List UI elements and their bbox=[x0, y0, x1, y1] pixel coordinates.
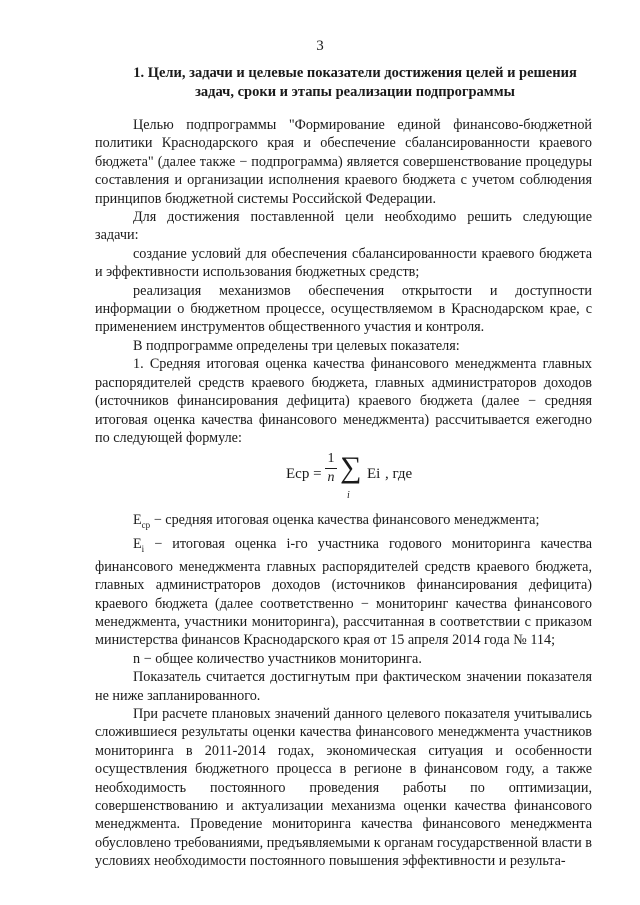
paragraph-tasks-intro: Для достижения поставленной цели необходимо решить следующие задачи: bbox=[95, 209, 592, 244]
definition-ecp-symbol: E bbox=[133, 512, 142, 529]
formula-index: i bbox=[347, 490, 350, 502]
definition-ecp-subscript: ср bbox=[141, 520, 151, 531]
definition-ecp-text: − средняя итоговая оценка качества финансового менеджмента; bbox=[150, 512, 540, 529]
definition-ecp bbox=[95, 511, 592, 534]
paragraph-planning: При расчете плановых значений данного целевого показателя учитывались сложившиеся результаты оценки качества финансового менеджмента участников мониторинга в 2011-2014 годах, экономическая ситуация и особенности осуществления бюджетного процесса в регионе в финансовом году, а также необходимость постоянного проведения работы по оптимизации, совершенствованию и актуализации механизма оценки качества финансового менеджмента. Проведение мониторинга качества финансового менеджмента обусловлено требованиями, предъявляемыми к органам государственной власти в условиях необходимости постоянного повышения эффективности и результа- bbox=[95, 706, 592, 870]
definition-n: n − общее количество участников мониторинга. bbox=[133, 650, 422, 667]
paragraph-task-1: создание условий для обеспечения сбалансированности краевого бюджета и эффективности использования бюджетных средств; bbox=[95, 245, 592, 281]
formula bbox=[95, 447, 592, 511]
definition-ei-symbol: E bbox=[133, 535, 142, 552]
formula-rhs: Ei bbox=[367, 466, 381, 483]
formula-fraction-bar bbox=[325, 468, 337, 469]
section-heading: 1. Цели, задачи и целевые показатели достижения целей и решения задач, сроки и этапы реализации подпрограммы bbox=[133, 65, 577, 100]
formula-fraction bbox=[325, 451, 337, 486]
formula-lhs: Eср = bbox=[286, 466, 322, 483]
paragraph-achievement: Показатель считается достигнутым при фактическом значении показателя не ниже запланированного. bbox=[95, 669, 592, 704]
paragraph-goal: Целью подпрограммы "Формирование единой финансово-бюджетной политики Краснодарского края и обеспечение сбалансированности краевого бюджета" (далее также − подпрограмма) является совершенствование процедуры составления и организации исполнения краевого бюджета с учетом соблюдения принципов бюджетной системы Российской Федерации. bbox=[95, 117, 592, 207]
formula-where: , где bbox=[385, 466, 413, 483]
formula-sigma: ∑ bbox=[340, 451, 362, 485]
definition-ei-text: − итоговая оценка i-го участника годового мониторинга качества финансового менеджмента главных распорядителей средств краевого бюджета, главных администраторов доходов (источников финансирования дефицита) краевого бюджета (далее соответственно − мониторинг качества финансового менеджмента, участники мониторинга), рассчитанная в соответствии с приказом министерства финансов Краснодарского края от 15 апреля 2014 года № 114; bbox=[95, 535, 592, 649]
page-number: 3 bbox=[316, 38, 324, 54]
paragraph-indicators-intro: В подпрограмме определены три целевых показателя: bbox=[133, 337, 460, 354]
paragraph-indicator-1: 1. Средняя итоговая оценка качества финансового менеджмента главных распорядителей средств краевого бюджета, главных администраторов доходов (источников финансирования дефицита) краевого бюджета (далее − средняя итоговая оценка качества финансового менеджмента) рассчитывается ежегодно по следующей формуле: bbox=[95, 356, 592, 446]
definition-ei bbox=[95, 535, 592, 650]
paragraph-task-2: реализация механизмов обеспечения открытости и доступности информации о бюджетном процессе, осуществляемом в Краснодарском крае, с применением инструментов общественного участия и контроля. bbox=[95, 282, 592, 336]
definition-ei-subscript: i bbox=[141, 543, 145, 554]
document-body bbox=[95, 116, 592, 871]
formula-denominator: n bbox=[327, 470, 335, 486]
formula-numerator: 1 bbox=[327, 451, 335, 467]
